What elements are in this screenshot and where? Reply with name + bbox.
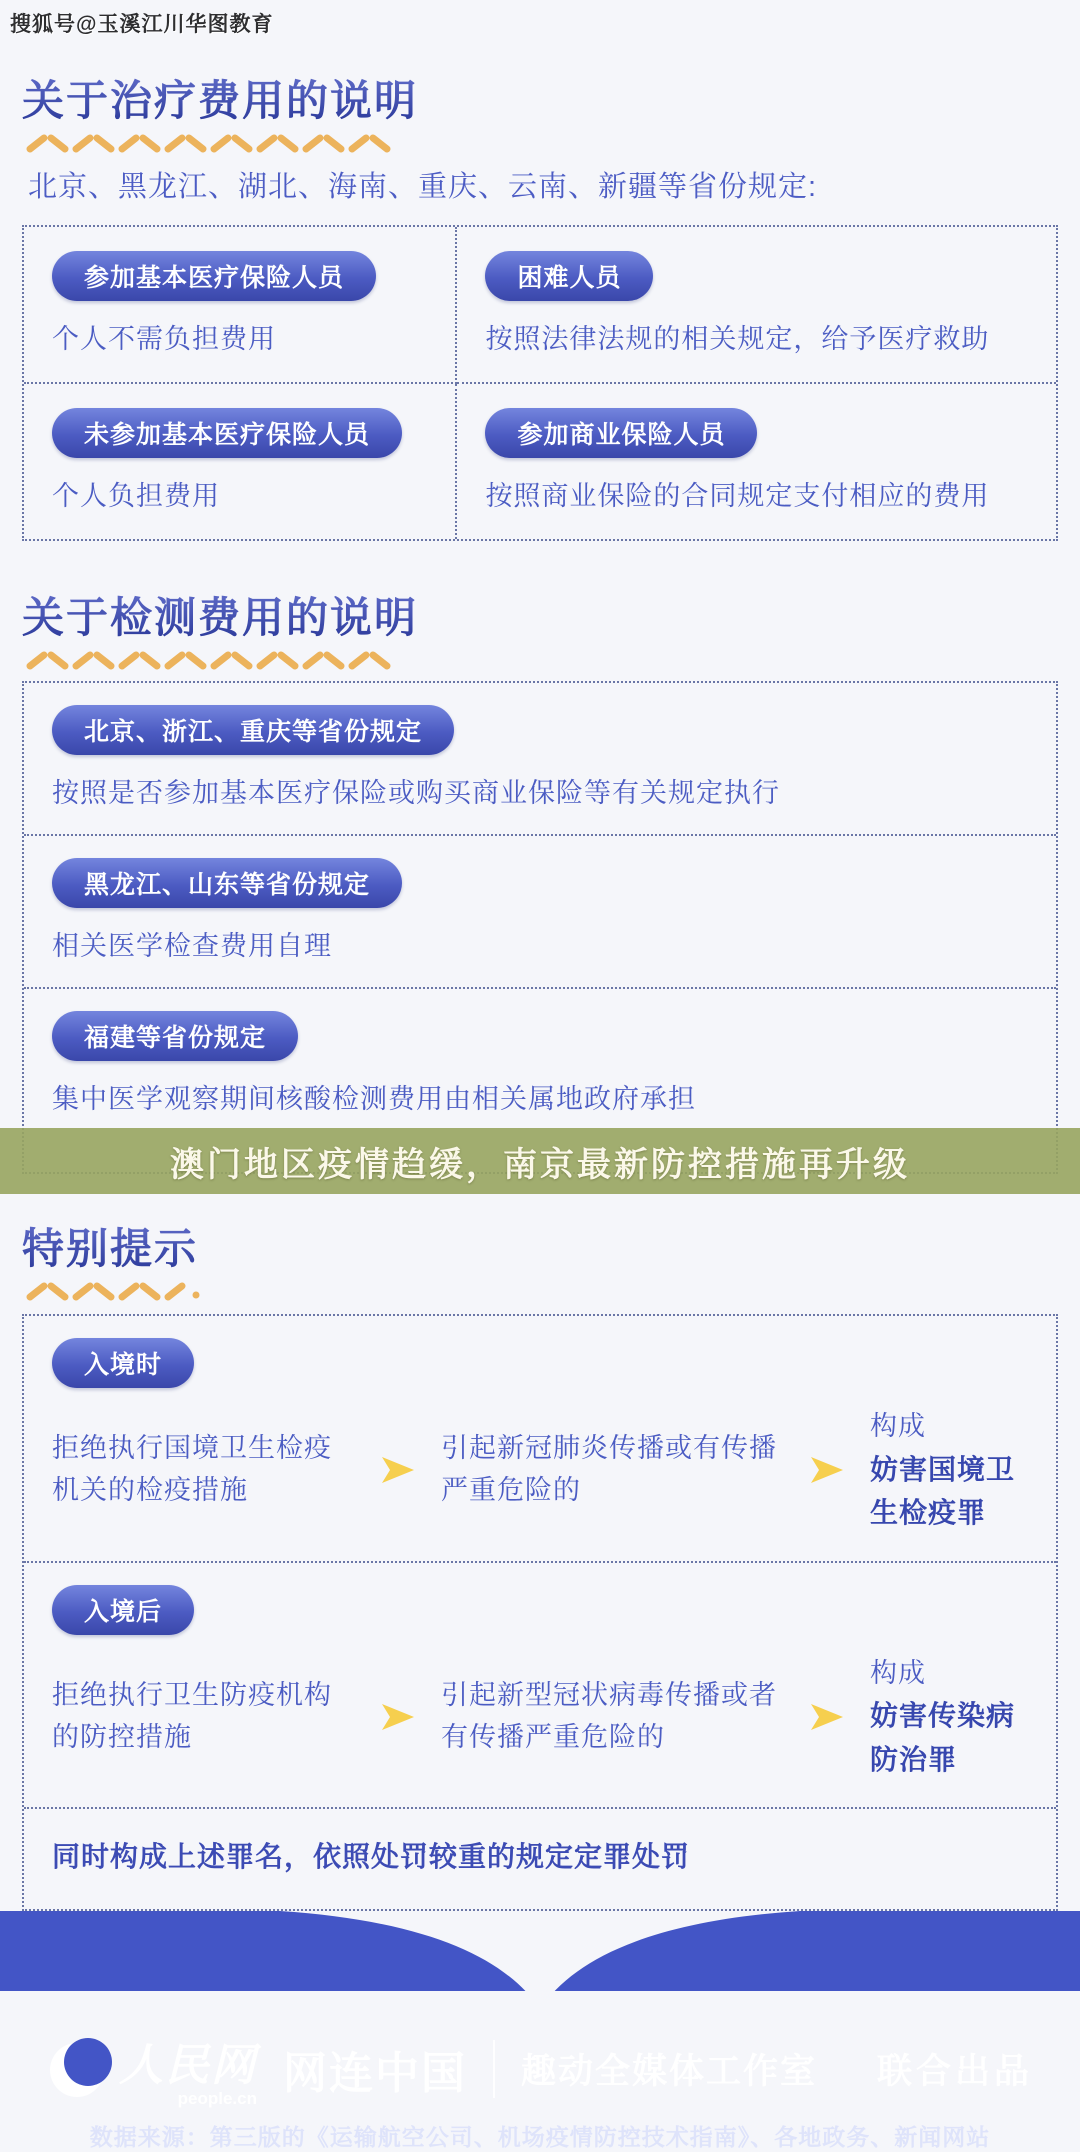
- treatment-desc: 按照商业保险的合同规定支付相应的费用: [485, 481, 990, 511]
- flow-cause: 拒绝执行国境卫生检疫机关的检疫措施: [52, 1433, 332, 1506]
- main-content: [0, 38, 1080, 1911]
- zigzag-underline-icon: [26, 649, 416, 671]
- treatment-subtitle: 北京、黑龙江、湖北、海南、重庆、云南、新疆等省份规定:: [28, 171, 818, 203]
- testing-box: [22, 681, 1058, 1174]
- special-row: [24, 1316, 1056, 1561]
- treatment-item: [457, 227, 1056, 384]
- flow-effect: 引起新型冠状病毒传播或者有传播严重危险的: [441, 1680, 777, 1752]
- treatment-badge: 未参加基本医疗保险人员: [52, 408, 402, 458]
- testing-desc: 集中医学观察期间核酸检测费用由相关属地政府承担: [52, 1084, 696, 1114]
- flow-result: [870, 1653, 1028, 1782]
- flow-cause: 拒绝执行卫生防疫机构的防控措施: [52, 1680, 332, 1752]
- zigzag-underline-icon: [26, 1280, 226, 1302]
- special-footnote: 同时构成上述罪名，依照处罚较重的规定定罪处罚: [24, 1807, 1056, 1909]
- treatment-item: [24, 384, 457, 539]
- joint-production-label: 联合出品: [877, 2052, 1034, 2092]
- special-badge: 入境后: [52, 1585, 194, 1635]
- treatment-section-title: 关于治疗费用的说明: [22, 68, 418, 128]
- treatment-desc: 按照法律法规的相关规定，给予医疗救助: [485, 324, 990, 354]
- watermark: 搜狐号@玉溪江川华图教育: [10, 13, 274, 36]
- arrow-right-icon: [379, 1702, 419, 1732]
- wanglian-zhongguo-logo: 网连中国: [282, 2049, 467, 2099]
- treatment-desc: 个人不需负担费用: [52, 324, 276, 354]
- treatment-item: [457, 384, 1056, 539]
- special-box: [22, 1314, 1058, 1911]
- special-section-title: 特别提示: [22, 1216, 198, 1276]
- treatment-desc: 个人负担费用: [52, 481, 220, 511]
- flow-row: [52, 1653, 1028, 1782]
- testing-item: [24, 834, 1056, 987]
- testing-section-title: 关于检测费用的说明: [22, 585, 418, 645]
- news-banner: 澳门地区疫情趋缓，南京最新防控措施再升级: [0, 1128, 1080, 1194]
- flow-result-prefix: 构成: [870, 1411, 926, 1441]
- treatment-badge: 参加基本医疗保险人员: [52, 251, 376, 301]
- flow-result: [870, 1406, 1028, 1535]
- people-cn-name: 人民网: [118, 2041, 257, 2091]
- testing-badge: 黑龙江、山东等省份规定: [52, 858, 402, 908]
- flow-effect: 引起新冠肺炎传播或有传播严重危险的: [441, 1433, 777, 1506]
- data-source-line: 数据来源：第三版的《运输航空公司、机场疫情防控技术指南》、各地政务、新闻网站: [89, 2124, 991, 2151]
- people-cn-domain: people.cn: [177, 2089, 257, 2109]
- arrow-right-icon: [808, 1702, 848, 1732]
- studio-name: 趣动全媒体工作室: [520, 2052, 817, 2092]
- people-cn-crescent-icon: [47, 2038, 109, 2100]
- arrow-right-icon: [379, 1455, 419, 1485]
- flow-result-prefix: 构成: [870, 1657, 926, 1688]
- flow-result-crime: 妨害国境卫生检疫罪: [870, 1453, 1016, 1529]
- treatment-box: [22, 225, 1058, 541]
- testing-badge: 福建等省份规定: [52, 1011, 298, 1061]
- footer: [0, 1911, 1080, 2151]
- footer-notch-decoration: [280, 1911, 800, 2009]
- zigzag-underline-icon: [26, 132, 416, 154]
- special-row: [24, 1561, 1056, 1808]
- flow-row: [52, 1406, 1028, 1535]
- footer-logos-row: [0, 2029, 1080, 2109]
- testing-item: [24, 683, 1056, 834]
- footer-divider: [493, 2040, 495, 2098]
- arrow-right-icon: [808, 1455, 848, 1485]
- treatment-item: [24, 227, 457, 384]
- treatment-badge: 困难人员: [485, 251, 653, 301]
- testing-desc: 按照是否参加基本医疗保险或购买商业保险等有关规定执行: [52, 778, 780, 808]
- treatment-badge: 参加商业保险人员: [485, 408, 757, 458]
- people-cn-logo: [47, 2029, 257, 2109]
- testing-badge: 北京、浙江、重庆等省份规定: [52, 705, 454, 755]
- testing-desc: 相关医学检查费用自理: [52, 931, 332, 961]
- special-badge: 入境时: [52, 1338, 194, 1388]
- flow-result-crime: 妨害传染病防治罪: [870, 1700, 1016, 1775]
